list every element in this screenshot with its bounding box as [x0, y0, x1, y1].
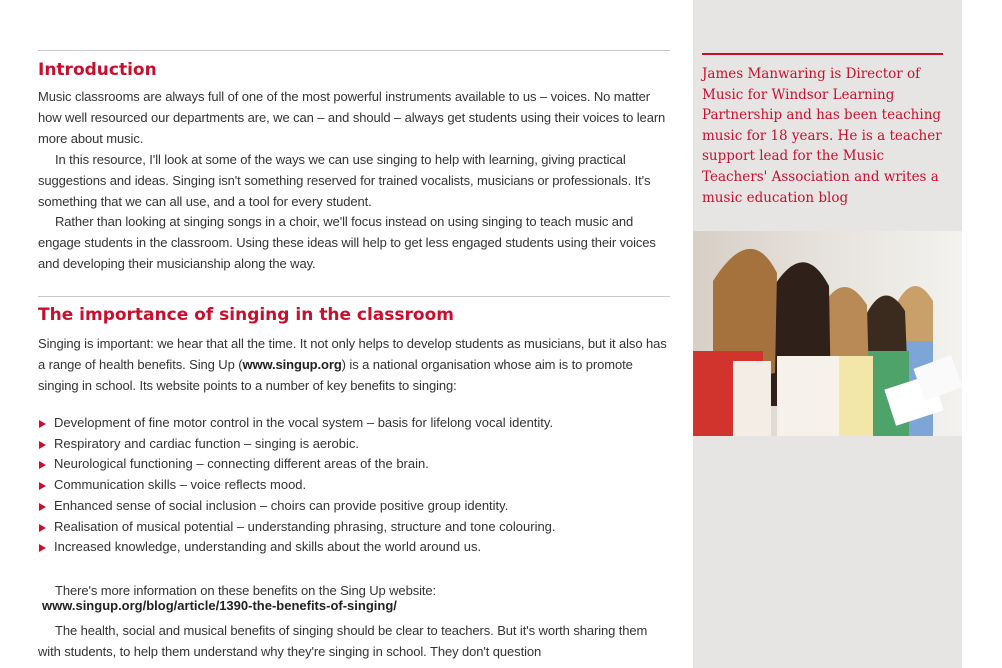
- list-item-text: Increased knowledge, understanding and skills about the world around us.: [54, 539, 482, 555]
- importance-paragraph-2: The health, social and musical benefits of singing should be clear to teachers. But it's worth sharing them with students, to help them understand why they're singing in school. They don't question: [38, 623, 648, 659]
- author-sidebar: [693, 0, 962, 668]
- benefits-url-link[interactable]: www.singup.org/blog/article/1390-the-benefits-of-singing/: [42, 598, 397, 613]
- list-item: [38, 475, 670, 496]
- bullet-arrow-icon: [39, 420, 46, 428]
- importance-text-b: ) is a national organisation whose aim is to promote singing in school. Its website points to a number of key benefits to singing:: [38, 357, 633, 393]
- list-item: [38, 496, 670, 517]
- sidebar-divider: [702, 53, 943, 55]
- list-item-text: Enhanced sense of social inclusion – choirs can provide positive group identity.: [54, 497, 509, 513]
- importance-heading: The importance of singing in the classroom: [38, 305, 454, 325]
- bullet-arrow-icon: [39, 441, 46, 449]
- list-item: [38, 537, 670, 558]
- list-item-text: Respiratory and cardiac function – singing is aerobic.: [54, 435, 359, 451]
- list-item-text: Development of fine motor control in the vocal system – basis for lifelong vocal identity.: [54, 415, 554, 430]
- list-item: [38, 434, 670, 455]
- list-item-text: Realisation of musical potential – understanding phrasing, structure and tone colouring.: [54, 518, 556, 534]
- list-item-text: Neurological functioning – connecting different areas of the brain.: [54, 456, 429, 472]
- importance-paragraph-1: [38, 333, 670, 396]
- bullet-arrow-icon: [39, 544, 46, 552]
- section-divider: [38, 296, 670, 297]
- importance-text-a: Singing is important: we hear that all the time. It not only helps to develop students as musicians, but it also has a range of health benefits. Sing Up (: [38, 336, 667, 372]
- list-item: [38, 413, 670, 434]
- intro-heading: Introduction: [38, 60, 157, 80]
- intro-paragraph-1: Music classrooms are always full of one of the most powerful instruments available to us – voices. No matter how well resourced our departments are, we can – and should – always get students using their voices to learn more about music.: [38, 89, 666, 146]
- intro-paragraph-3: Rather than looking at singing songs in a choir, we'll focus instead on using singing to teach music and engage students in the classroom. Using these ideas will help to get less engaged students using their voices and developing their musicianship along the way.: [38, 214, 656, 271]
- list-item-text: Communication skills – voice reflects mood.: [54, 477, 307, 493]
- bullet-arrow-icon: [39, 524, 46, 532]
- list-item: [38, 454, 670, 475]
- top-divider: [38, 50, 670, 51]
- bullet-arrow-icon: [39, 461, 46, 469]
- author-bio: James Manwaring is Director of Music for Windsor Learning Partnership and has been teaching music for 18 years. He is a teacher support lead for the Music Teachers' Association and writes a music education blog: [702, 66, 942, 206]
- more-info-text: There's more information on these benefits on the Sing Up website:: [55, 583, 437, 598]
- intro-paragraph-2: In this resource, I'll look at some of the ways we can use singing to help with learning, giving practical suggestions and ideas. Singing isn't something reserved for trained vocalists, musicians or professionals. It's something that we can all use, and a tool for every student.: [38, 152, 651, 209]
- bullet-arrow-icon: [39, 503, 46, 511]
- singup-link[interactable]: www.singup.org: [242, 357, 342, 372]
- bullet-arrow-icon: [39, 482, 46, 490]
- list-item: [38, 517, 670, 538]
- choir-photo: [693, 231, 962, 436]
- benefits-list: [38, 413, 670, 558]
